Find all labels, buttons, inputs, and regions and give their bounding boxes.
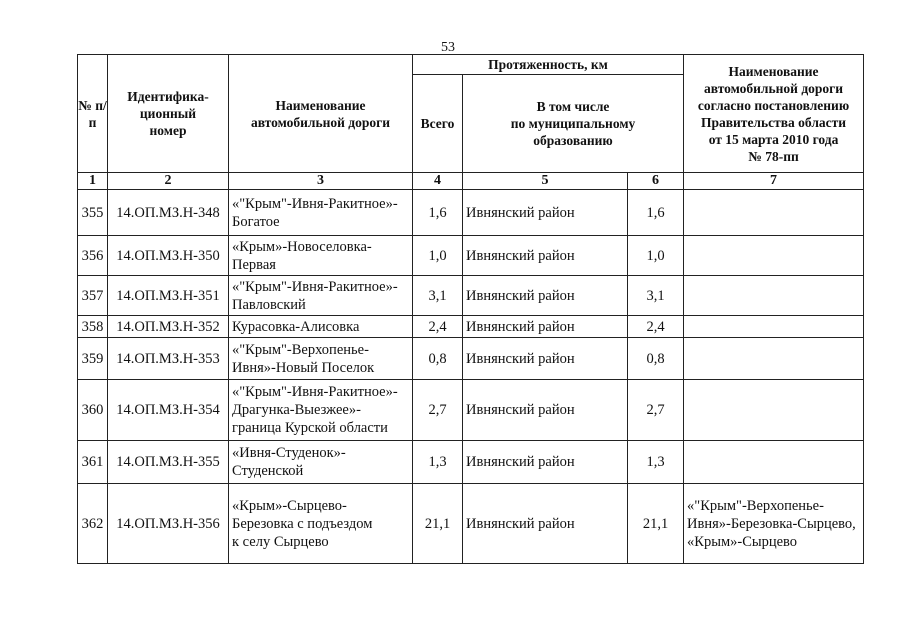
text-line: Ивня»-Новый Поселок [232, 359, 375, 376]
cell-id: 14.ОП.МЗ.Н-348 [108, 190, 229, 236]
cell-decree-name [684, 441, 864, 484]
header-id [108, 55, 229, 173]
page-number: 53 [441, 40, 455, 55]
header-name [229, 55, 413, 173]
cell-decree-name [684, 484, 864, 564]
text-line: номер [149, 123, 187, 138]
cell-decree-name [684, 316, 864, 338]
text-line: Наименование [275, 97, 366, 113]
header-total: Всего [413, 75, 463, 173]
cell-id: 14.ОП.МЗ.Н-355 [108, 441, 229, 484]
text-line: Богатое [232, 213, 280, 230]
cell-road-name [229, 441, 413, 484]
table-row [78, 338, 864, 380]
cell-id: 14.ОП.МЗ.Н-352 [108, 316, 229, 338]
text-line: Драгунка-Выезжее»- [232, 402, 361, 418]
cell-district-length: 1,0 [628, 236, 684, 276]
table-row [78, 380, 864, 441]
text-line: «"Крым"-Ивня-Ракитное»- [232, 384, 398, 400]
cell-road-name [229, 316, 413, 338]
column-number: 6 [628, 173, 684, 190]
text-line: автомобильной дороги [703, 80, 844, 96]
cell-district: Ивнянский район [463, 276, 628, 316]
cell-road-name [229, 380, 413, 441]
column-number: 1 [78, 173, 108, 190]
table-row [78, 276, 864, 316]
text-line: образованию [533, 133, 613, 148]
text-line: В том числе [536, 99, 610, 114]
cell-road-name [229, 276, 413, 316]
table-row [78, 190, 864, 236]
header-length-group: Протяженность, км [413, 55, 684, 75]
cell-district: Ивнянский район [463, 484, 628, 564]
cell-total-length: 2,4 [413, 316, 463, 338]
cell-total-length: 1,0 [413, 236, 463, 276]
cell-road-name [229, 190, 413, 236]
cell-decree-name [684, 236, 864, 276]
text-line: «Крым»-Новоселовка- [232, 238, 372, 255]
cell-num: 357 [78, 276, 108, 316]
column-number: 4 [413, 173, 463, 190]
cell-num: 360 [78, 380, 108, 441]
cell-district: Ивнянский район [463, 236, 628, 276]
cell-total-length: 21,1 [413, 484, 463, 564]
table-row [78, 316, 864, 338]
text-line: Ивня»-Березовка-Сырцево, [687, 515, 856, 532]
table-row [78, 484, 864, 564]
cell-num: 358 [78, 316, 108, 338]
cell-num: 355 [78, 190, 108, 236]
cell-district-length: 2,4 [628, 316, 684, 338]
cell-district-length: 2,7 [628, 380, 684, 441]
text-line: Правительства области [700, 114, 847, 130]
cell-decree-name [684, 338, 864, 380]
text-line: «Крым»-Сырцево- [232, 497, 347, 514]
cell-decree-name [684, 190, 864, 236]
cell-district-length: 1,6 [628, 190, 684, 236]
table-body [78, 190, 864, 564]
cell-district: Ивнянский район [463, 316, 628, 338]
table-row [78, 236, 864, 276]
cell-decree-name [684, 380, 864, 441]
cell-num: 359 [78, 338, 108, 380]
cell-district-length: 21,1 [628, 484, 684, 564]
cell-total-length: 2,7 [413, 380, 463, 441]
text-line: к селу Сырцево [232, 533, 329, 550]
cell-total-length: 0,8 [413, 338, 463, 380]
text-line: «"Крым"-Верхопенье- [232, 341, 369, 358]
text-line: «Крым»-Сырцево [687, 533, 798, 550]
text-line: согласно постановлению [697, 97, 850, 113]
text-line: Павловский [232, 296, 306, 313]
cell-id: 14.ОП.МЗ.Н-350 [108, 236, 229, 276]
cell-road-name [229, 338, 413, 380]
text-line: от 15 марта 2010 года [708, 131, 839, 147]
cell-num: 356 [78, 236, 108, 276]
text-line: «"Крым"-Верхопенье- [687, 497, 824, 514]
cell-num: 362 [78, 484, 108, 564]
text-line: «Ивня-Студенок»- [232, 445, 346, 461]
table-row [78, 441, 864, 484]
cell-num: 361 [78, 441, 108, 484]
column-number: 7 [684, 173, 864, 190]
cell-district-length: 3,1 [628, 276, 684, 316]
cell-total-length: 1,6 [413, 190, 463, 236]
cell-total-length: 3,1 [413, 276, 463, 316]
cell-district-length: 0,8 [628, 338, 684, 380]
cell-road-name [229, 236, 413, 276]
header-included [463, 75, 684, 173]
text-line: по муниципальному [510, 116, 636, 131]
text-line: Студенской [232, 463, 304, 479]
cell-district-length: 1,3 [628, 441, 684, 484]
cell-id: 14.ОП.МЗ.Н-353 [108, 338, 229, 380]
text-line: Идентифика- [127, 89, 209, 104]
cell-id: 14.ОП.МЗ.Н-351 [108, 276, 229, 316]
text-line: граница Курской области [232, 420, 388, 436]
column-number: 2 [108, 173, 229, 190]
column-numbers-row [78, 173, 864, 190]
cell-district: Ивнянский район [463, 441, 628, 484]
cell-district: Ивнянский район [463, 380, 628, 441]
cell-district: Ивнянский район [463, 338, 628, 380]
text-line: Березовка с подъездом [232, 515, 373, 532]
roads-table [77, 54, 864, 564]
text-line: Наименование [728, 63, 819, 79]
text-line: «"Крым"-Ивня-Ракитное»- [232, 195, 398, 212]
header-num: № п/п [78, 55, 108, 173]
text-line: № 78-пп [748, 148, 799, 164]
column-number: 3 [229, 173, 413, 190]
text-line: «"Крым"-Ивня-Ракитное»- [232, 278, 398, 295]
text-line: Первая [232, 256, 276, 273]
text-line: ционный [139, 106, 197, 121]
header-decree [684, 55, 864, 173]
cell-total-length: 1,3 [413, 441, 463, 484]
cell-id: 14.ОП.МЗ.Н-354 [108, 380, 229, 441]
header-row-top [78, 55, 864, 75]
cell-district: Ивнянский район [463, 190, 628, 236]
text-line: автомобильной дороги [250, 114, 391, 130]
text-line: Курасовка-Алисовка [232, 318, 360, 335]
cell-road-name [229, 484, 413, 564]
column-number: 5 [463, 173, 628, 190]
cell-id: 14.ОП.МЗ.Н-356 [108, 484, 229, 564]
cell-decree-name [684, 276, 864, 316]
